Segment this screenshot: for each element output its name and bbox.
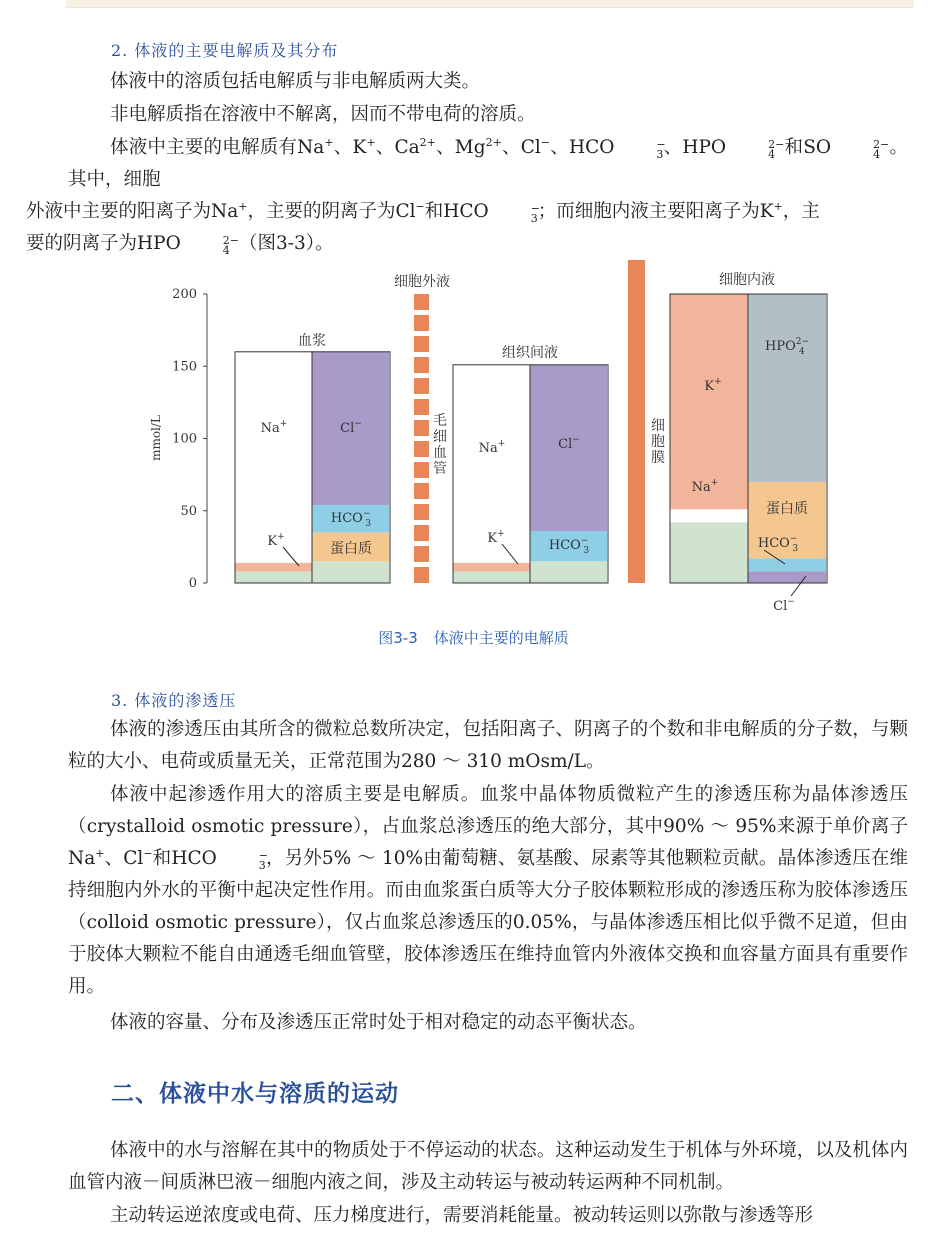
p3-line3: 要的阴离子为HPO [26,233,181,254]
col2-anion-0 [748,571,826,583]
intracellular-label: 细胞内液 [719,272,775,288]
col0-cation-1 [235,563,312,572]
y-axis-label: mmol/L [149,415,163,461]
part-2-heading: 二、体液中水与溶质的运动 [111,1080,399,1107]
plasma-protein-label: 蛋白质 [330,541,372,557]
interstitial-hco3-label: HCO− 3 [548,536,590,556]
col1-anion-0 [530,561,607,583]
page-top-band [66,0,914,8]
figure-caption-text: 体液中主要的电解质 [433,629,569,647]
capillary-char-1: 细 [433,429,447,445]
figure-caption-label: 图3-3 [378,629,418,647]
capillary-segment-4 [414,378,429,394]
plasma-label: 血浆 [298,333,326,349]
figure-caption [0,627,947,648]
cell-membrane-bar [628,260,645,583]
interstitial-label: 组织间液 [502,345,558,361]
interstitial-k-label: K+ [487,529,505,546]
section-2-paragraph-3: 体液中主要的电解质有Na+、K+、$Ca^{2+}$、$Mg^{2+}$、Cl−、HCO − 3 、HPO 2− 4 和SO 2− 4 。其中，细胞 外液中主要的阳离子为Na+，主要的阴离子为Cl−和HCO − 3 ；而细胞内液主要阳离子为K+，主 要的阴离子为HPO 2− 4 （图3-3）。 [26,135,908,257]
capillary-segment-2 [414,336,429,352]
intracellular-hpo4-label: $HPO^{2-}$ 4 [764,337,810,357]
capillary-segment-8 [414,462,429,478]
p3-intro: 体液中主要的电解质有Na [110,137,325,158]
section-3-paragraph-3: 体液的容量、分布及渗透压正常时处于相对稳定的动态平衡状态。 [110,1012,647,1033]
plasma-na-label: Na+ [260,419,288,436]
part-2-paragraph-2: 主动转运逆浓度或电荷、压力梯度进行，需要消耗能量。被动转运则以弥散与渗透等形 [110,1205,814,1226]
plasma-k-label: K+ [267,532,285,549]
p3-line1-rest: 其中，细胞 [68,169,161,190]
y-tick-label-50: 50 [180,503,197,519]
capillary-segment-11 [414,525,429,541]
membrane-char-1: 胞 [651,434,665,450]
p2-part-c: 和HCO [152,848,217,869]
capillary-segment-3 [414,357,429,373]
col2-cation-2 [670,294,748,509]
section-2-paragraph-2: 非电解质指在溶液中不解离，因而不带电荷的溶质。 [110,104,536,125]
plasma-cl-label: Cl− [340,419,362,436]
col0-cation-0 [235,571,312,583]
intracellular-protein-label: 蛋白质 [766,501,808,517]
p2-part-a: 体液中起渗透作用大的溶质主要是电解质。血浆中晶体物质微粒产生的渗透压称为晶体渗透压（crystalloid osmotic pressure），占血浆总渗透压的绝大部分，其中90% ～ 95%来源于单价离子Na [68,784,908,869]
chart-bars [203,260,827,583]
plasma-hco3-label: HCO− 3 [330,509,372,529]
capillary-char-2: 血 [433,445,447,461]
extracellular-label: 细胞外液 [394,274,450,290]
section-3-paragraph-1: 体液的渗透压由其所含的微粒总数所决定，包括阳离子、阴离子的个数和非电解质的分子数，与颗粒的大小、电荷或质量无关，正常范围为280 ～ 310 mOsm/L。 [68,719,908,772]
section-2-paragraph-1: 体液中的溶质包括电解质与非电解质两大类。 [110,71,481,92]
col1-cation-1 [453,563,530,572]
capillary-segment-13 [414,567,429,583]
capillary-segment-5 [414,399,429,415]
section-3-heading: 3. 体液的渗透压 [111,691,237,710]
y-tick-label-0: 0 [188,576,197,591]
capillary-segment-0 [414,294,429,310]
col2-cation-1 [670,509,748,522]
y-tick-label-200: 200 [172,287,197,302]
p2-part-b: 、Cl [104,848,144,869]
y-tick-label-100: 100 [172,431,197,447]
capillary-segment-10 [414,504,429,520]
capillary-segment-12 [414,546,429,562]
intracellular-hco3-label: HCO− 3 [757,534,799,554]
section-3-paragraph-2: 体液中起渗透作用大的溶质主要是电解质。血浆中晶体物质微粒产生的渗透压称为晶体渗透压（crystalloid osmotic pressure），占血浆总渗透压的绝大部分，其中90% ～ 95%来源于单价离子Na+、Cl−和HCO − 3 ，另外5% ～ 10%由葡萄糖、氨基酸、尿素等其他颗粒贡献。晶体渗透压在维持细胞内外水的平衡中起决定性作用。而由血浆蛋白质等大分子胶体颗粒形成的渗透压称为胶体渗透压（colloid osmotic pressure），仅占血浆总渗透压的0.05%，与晶体渗透压相比似乎微不足道，但由于胶体大颗粒不能自由通透毛细血管壁，胶体渗透压在维持血管内外液体交换和血容量方面具有重要作用。 [68,784,908,997]
capillary-segment-9 [414,483,429,499]
intracellular-na-label: Na+ [691,478,719,495]
part-2-paragraph-1: 体液中的水与溶解在其中的物质处于不停运动的状态。这种运动发生于机体与外环境，以及机体内血管内液－间质淋巴液－细胞内液之间，涉及主动转运与被动转运两种不同机制。 [68,1140,908,1193]
y-tick-label-150: 150 [172,359,197,375]
capillary-char-3: 管 [433,461,447,477]
electrolyte-figure [0,250,947,620]
membrane-char-0: 细 [651,418,665,434]
interstitial-na-label: Na+ [478,439,506,456]
interstitial-cl-label: Cl− [558,435,580,452]
p3-line2: 外液中主要的阳离子为Na [26,201,239,222]
col2-anion-1 [748,558,826,571]
capillary-segment-6 [414,420,429,436]
col2-anion-3 [748,294,826,482]
col2-cation-0 [670,522,748,583]
intracellular-k-label: K+ [704,377,722,394]
col1-cation-0 [453,571,530,583]
col0-cation-2 [235,352,312,563]
membrane-char-2: 膜 [651,450,665,466]
p2-part-d: ，另外5% ～ 10%由葡萄糖、氨基酸、尿素等其他颗粒贡献。晶体渗透压在维持细胞内外水的平衡中起决定性作用。而由血浆蛋白质等大分子胶体颗粒形成的渗透压称为胶体渗透压（colloid osmotic pressure），仅占血浆总渗透压的0.05%，与晶体渗透压相比似乎微不足道，但由于胶体大颗粒不能自由通透毛细血管壁，胶体渗透压在维持血管内外液体交换和血容量方面具有重要作用。 [68,848,908,997]
intracellular-cl-label: Cl− [773,597,795,614]
section-2-heading: 2. 体液的主要电解质及其分布 [111,41,339,60]
col0-anion-0 [312,561,389,583]
capillary-segment-7 [414,441,429,457]
capillary-char-0: 毛 [433,413,447,429]
capillary-segment-1 [414,315,429,331]
